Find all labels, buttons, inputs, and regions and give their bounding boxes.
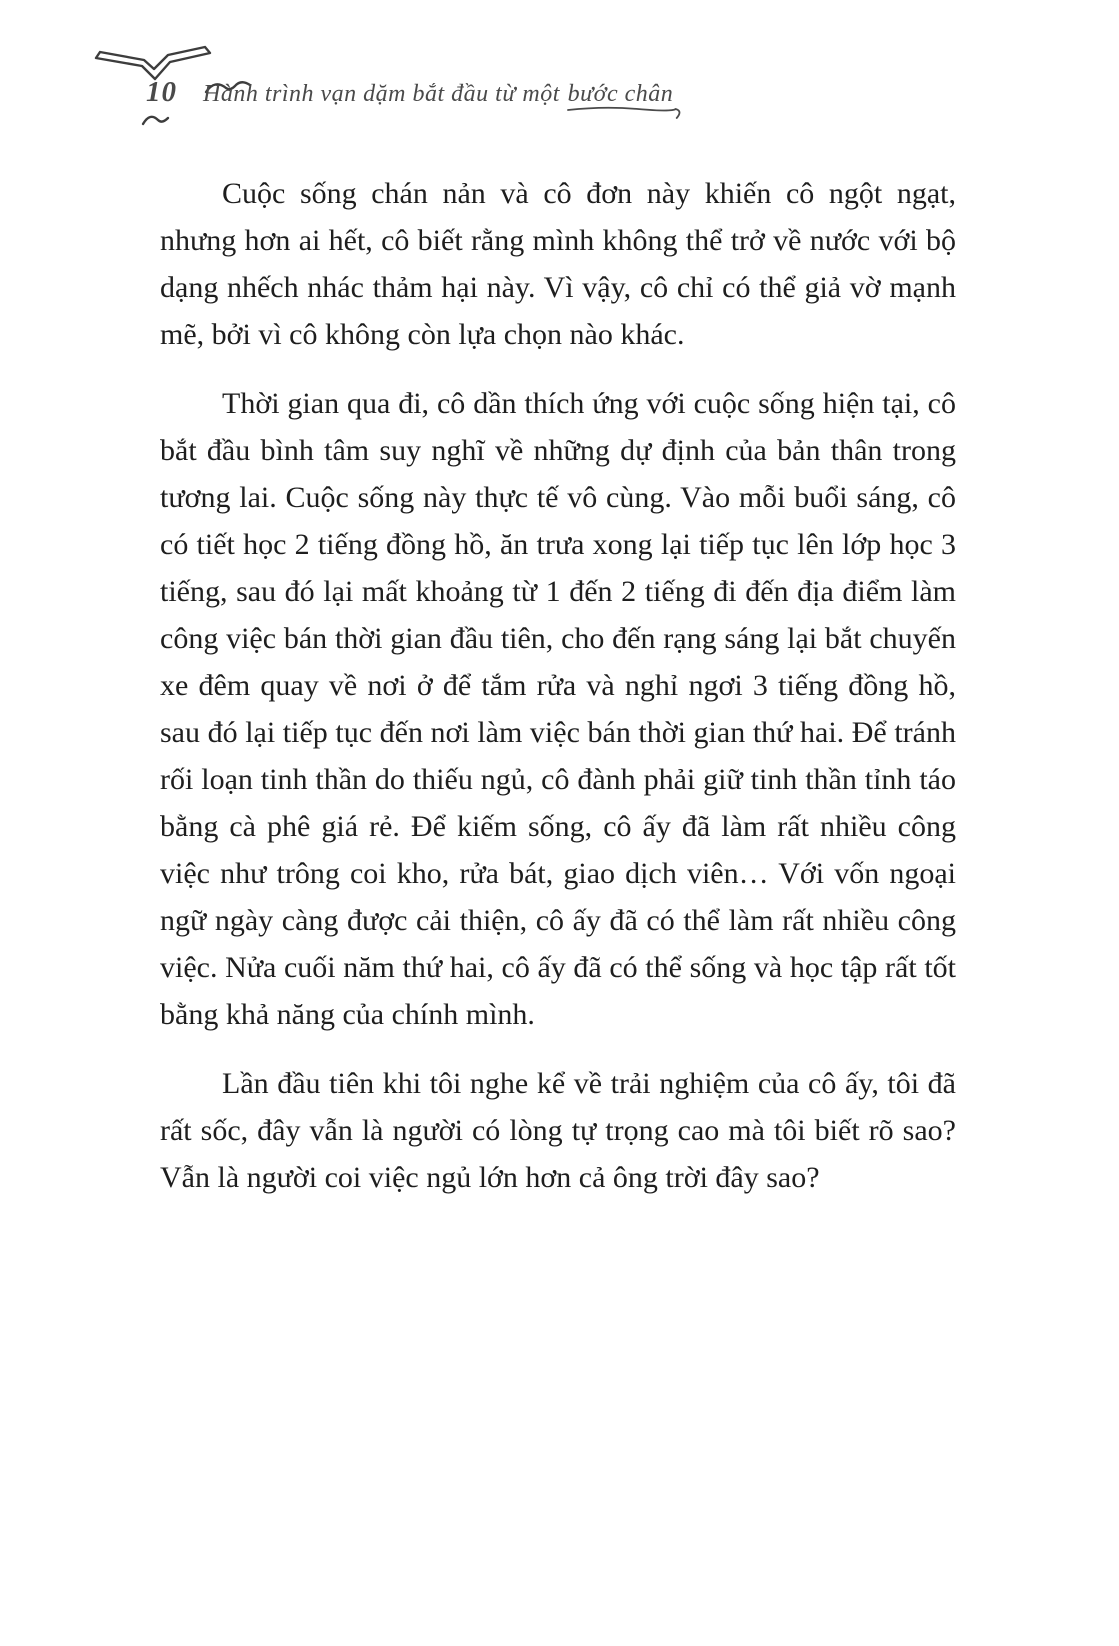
underline-swash-icon <box>566 104 686 120</box>
book-title-underlined-text: bước chân <box>567 81 674 107</box>
page-text <box>160 170 956 1223</box>
header-text-line <box>146 76 673 109</box>
book-title <box>203 81 673 108</box>
book-title-main: Hành trình vạn dặm bắt đầu từ một <box>203 81 560 107</box>
paragraph-1: Cuộc sống chán nản và cô đơn này khiến cô ngột ngạt, nhưng hơn ai hết, cô biết rằng mình không thể trở về nước với bộ dạng nhếch nhác thảm hại này. Vì vậy, cô chỉ có thể giả vờ mạnh mẽ, bởi vì cô không còn lựa chọn nào khác. <box>160 177 956 351</box>
book-title-underlined <box>568 81 674 108</box>
paragraph-2: Thời gian qua đi, cô dần thích ứng với cuộc sống hiện tại, cô bắt đầu bình tâm suy nghĩ về những dự định của bản thân trong tương lai. Cuộc sống này thực tế vô cùng. Vào mỗi buổi sáng, cô có tiết học 2 tiếng đồng hồ, ăn trưa xong lại tiếp tục lên lớp học 3 tiếng, sau đó lại mất khoảng từ 1 đến 2 tiếng đi đến địa điểm làm công việc bán thời gian đầu tiên, cho đến rạng sáng lại bắt chuyến xe đêm quay về nơi ở để tắm rửa và nghỉ ngơi 3 tiếng đồng hồ, sau đó lại tiếp tục đến nơi làm việc bán thời gian thứ hai. Để tránh rối loạn tinh thần do thiếu ngủ, cô đành phải giữ tinh thần tỉnh táo bằng cà phê giá rẻ. Để kiếm sống, cô ấy đã làm rất nhiều công việc như trông coi kho, rửa bát, giao dịch viên… Với vốn ngoại ngữ ngày càng được cải thiện, cô ấy đã có thể làm rất nhiều công việc. Nửa cuối năm thứ hai, cô ấy đã có thể sống và học tập rất tốt bằng khả năng của chính mình. <box>160 387 956 1031</box>
paragraph-3: Lần đầu tiên khi tôi nghe kể về trải nghiệm của cô ấy, tôi đã rất sốc, đây vẫn là người có lòng tự trọng cao mà tôi biết rõ sao? Vẫn là người coi việc ngủ lớn hơn cả ông trời đây sao? <box>160 1067 956 1194</box>
page-number: 10 <box>146 76 177 108</box>
